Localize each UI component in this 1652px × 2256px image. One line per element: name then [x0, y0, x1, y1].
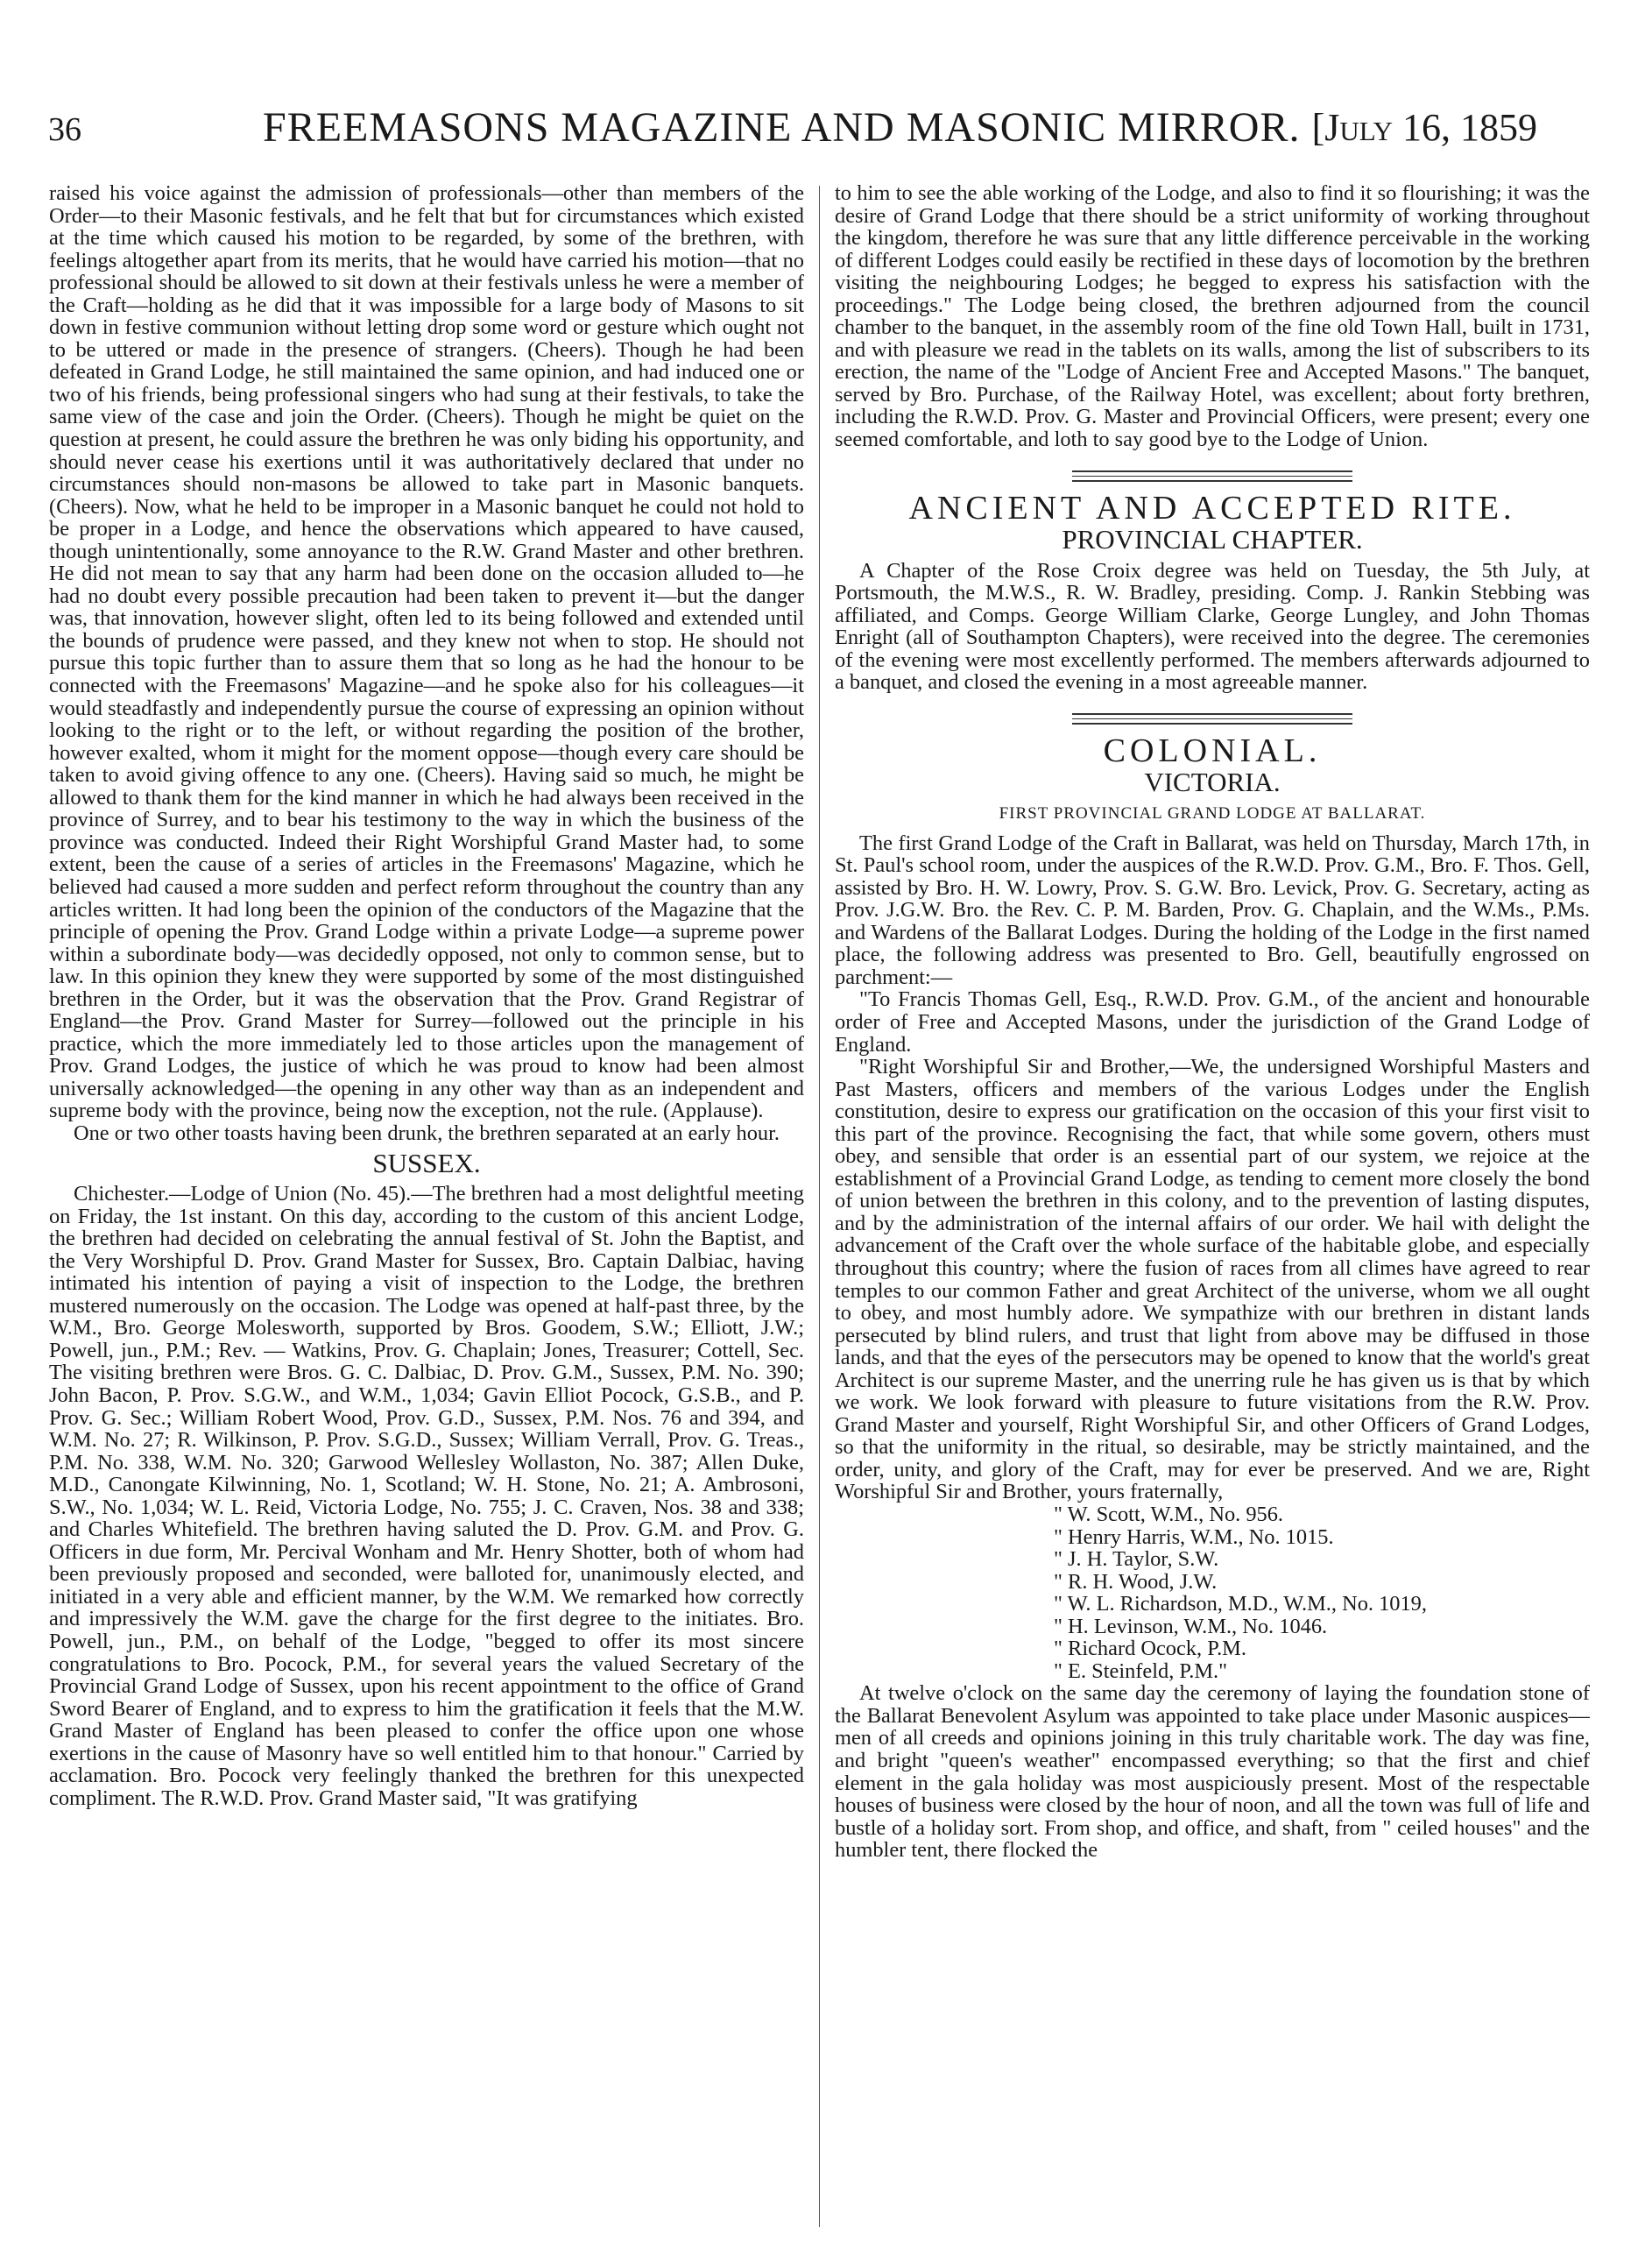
left-column — [49, 182, 804, 2241]
left-paragraph-1: raised his voice against the admission of professionals—other than members of the Order—to their Masonic festivals, and he felt that but for circumstances which existed at the time which caused his motion to be regarded, by some of the brethren, with feelings altogether apart from its merits, that he would have carried his motion—that no professional should be allowed to sit down at their festivals unless he were a member of the Craft—holding as he did that it was impossible for a large body of Masons to sit down in festive communion without letting drop some word or gesture which ought not to be uttered or made in the presence of strangers. (Cheers). Though he had been defeated in Grand Lodge, he still maintained the same opinion, and had induced one or two of his friends, being professional singers who had sung at their festivals, to take the same view of the case and join the Order. (Cheers). Though he might be quiet on the question at present, he could assure the brethren he was only biding his opportunity, and should never cease his exertions until it was authoritatively declared that under no circumstances should non-masons be allowed to take part in Masonic banquets. (Cheers). Now, what he held to be improper in a Masonic banquet he could not hold to be proper in a Lodge, and hence the observations which appeared to have caused, though unintentionally, some annoyance to the R.W. Grand Master and other brethren. He did not mean to say that any harm had been done on the occasion alluded to—he had no doubt every possible precaution had been taken to prevent it—but the danger was, that innovation, however slight, often led to its being followed and extended until the bounds of prudence were passed, and they knew not when to stop. He should not pursue this topic further than to assure them that so long as he had the honour to be connected with the Freemasons' Magazine—and he spoke also for his colleagues—it would steadfastly and independently pursue the course of expressing an opinion without looking to the right or to the left, or without regarding the position of the brother, however exalted, whom it might for the moment oppose—though every care should be taken to avoid giving offence to any one. (Cheers). Having said so much, he might be allowed to thank them for the kind manner in which he had always been received in the province of Surrey, and to bear his testimony to the way in which the business of the province was conducted. Indeed their Right Worshipful Grand Master had, to some extent, been the cause of a series of articles in the Freemasons' Magazine, which he believed had caused a more sudden and perfect reform throughout the country than any articles written. It had long been the opinion of the conductors of the Magazine that the principle of opening the Prov. Grand Lodge within a private Lodge—a supreme power within a subordinate body—was decidedly opposed, not only to common sense, but to law. In this opinion they knew they were supported by some of the most distinguished brethren in the Order, but it was the observation that the Prov. Grand Registrar of England—the Prov. Grand Master for Surrey—followed out the principle in his practice, which the more immediately led to those articles upon the management of Prov. Grand Lodges, the justice of which he was proud to know had been almost universally acknowledged—the opening in any other way than as an independent and supreme body with the province, being now the exception, not the rule. (Applause). — [49, 182, 804, 1123]
subsection-title-victoria: VICTORIA. — [1144, 767, 1281, 798]
subsection-title-chapter: PROVINCIAL CHAPTER. — [1062, 524, 1363, 555]
signature-line: " J. H. Taylor, S.W. — [1054, 1547, 1219, 1572]
right-paragraph-1: to him to see the able working of the Lodge, and also to find it so flourishing; it was the desire of Grand Lodge that there should be a strict uniformity of working throughout the kingdom, therefore he was sure that any little difference perceivable in the working of different Lodges could easily be rectified in these days of locomotion by the brethren visiting the neighbouring Lodges; he begged to express his satisfaction with the proceedings." The Lodge being closed, the brethren adjourned from the council chamber to the banquet, in the assembly room of the fine old Town Hall, built in 1731, and with pleasure we read in the tablets on its walls, among the list of subscribers to its erection, the name of the "Lodge of Ancient Free and Accepted Masons." The banquet, served by Bro. Purchase, of the Railway Hotel, was excellent; about forty brethren, including the R.W.D. Prov. G. Master and Provincial Officers, were present; every one seemed comfortable, and loth to say good bye to the Lodge of Union. — [835, 182, 1590, 452]
section-title-rite: ANCIENT AND ACCEPTED RITE. — [908, 489, 1516, 527]
left-paragraph-3: Chichester.—Lodge of Union (No. 45).—The brethren had a most delightful meeting on Friday, the 1st instant. On this day, according to the custom of this ancient Lodge, the brethren had decided on celebrating the annual festival of St. John the Baptist, and the Very Worshipful D. Prov. Grand Master for Sussex, Bro. Captain Dalbiac, having intimated his intention of paying a visit of inspection to the Lodge, the brethren mustered numerously on the occasion. The Lodge was opened at half-past three, by the W.M., Bro. George Molesworth, supported by Bros. Goodem, S.W.; Elliott, J.W.; Powell, jun., P.M.; Rev. — Watkins, Prov. G. Chaplain; Jones, Treasurer; Cottell, Sec. The visiting brethren were Bros. G. C. Dalbiac, D. Prov. G.M., Sussex, P.M. No. 390; John Bacon, P. Prov. S.G.W., and W.M., 1,034; Gavin Elliot Pocock, G.S.B., and P. Prov. G. Sec.; William Robert Wood, Prov. G.D., Sussex, P.M. Nos. 76 and 394, and W.M. No. 27; R. Wilkinson, P. Prov. S.G.D., Sussex; William Verrall, Prov. G. Treas., P.M. No. 338, W.M. No. 320; Garwood Wellesley Wollaston, No. 387; Allen Duke, M.D., Canongate Kilwinning, No. 1, Scotland; W. H. Stone, No. 21; A. Ambrosoni, S.W., No. 1,034; W. L. Reid, Victoria Lodge, No. 755; J. C. Craven, Nos. 38 and 338; and Charles Whitefield. The brethren having saluted the D. Prov. G.M. and Prov. G. Officers in due form, Mr. Percival Wonham and Mr. Henry Shotter, both of whom had been previously proposed and seconded, were balloted for, unanimously elected, and initiated in a very able and efficient manner, by the W.M. We remarked how correctly and impressively the W.M. gave the charge for the first degree to the initiates. Bro. Powell, jun., P.M., on behalf of the Lodge, "begged to offer its most sincere congratulations to Bro. Pocock, P.M., for several years the valued Secretary of the Provincial Grand Lodge of Sussex, upon his recent appointment to the office of Grand Sword Bearer of England, and to express to him the gratification it feels that the M.W. Grand Master of England has been pleased to confer the office upon one whose exertions in the cause of Masonry have so well entitled him to that honour." Carried by acclamation. Bro. Pocock very feelingly thanked the brethren for this unexpected compliment. The R.W.D. Prov. Grand Master said, "It was gratifying — [49, 1182, 804, 1810]
right-paragraph-4: "To Francis Thomas Gell, Esq., R.W.D. Prov. G.M., of the ancient and honourable order of Free and Accepted Masons, under the jurisdiction of the Grand Lodge of England. — [835, 987, 1590, 1057]
page-header — [48, 103, 1537, 156]
issue-date: [July 16, 1859 — [1311, 106, 1537, 149]
right-paragraph-2: A Chapter of the Rose Croix degree was held on Tuesday, the 5th July, at Portsmouth, the M.W.S., R. W. Bradley, presiding. Comp. J. Rankin Stebbing was affiliated, and Comps. George William Clarke, George Lungley, and John Thomas Enright (all of Southampton Chapters), were received into the degree. The ceremonies of the evening were most excellently performed. The members afterwards adjourned to a banquet, and closed the evening in a most agreeable manner. — [835, 558, 1590, 695]
left-paragraph-2: One or two other toasts having been drunk, the brethren separated at an early hour. — [74, 1121, 780, 1145]
signature-line: " H. Levinson, W.M., No. 1046. — [1054, 1614, 1328, 1638]
page-number: 36 — [48, 111, 81, 148]
signature-line: " R. H. Wood, J.W. — [1054, 1569, 1218, 1594]
section-title-colonial: COLONIAL. — [1103, 732, 1322, 769]
signature-line: " E. Steinfeld, P.M." — [1054, 1658, 1228, 1683]
section-title-sussex: SUSSEX. — [372, 1147, 481, 1178]
subsection-title-ballarat: FIRST PROVINCIAL GRAND LODGE AT BALLARAT. — [999, 804, 1426, 824]
right-paragraph-6: At twelve o'clock on the same day the ceremony of laying the foundation stone of the Ballarat Benevolent Asylum was appointed to take place under Masonic auspices—men of all creeds and opinions joining in this truly charitable work. The day was fine, and bright "queen's weather" encompassed everything; so that the first and chief element in the gala holiday was most auspiciously present. Most of the respectable houses of business were closed by the hour of noon, and all the town was full of life and bustle of a holiday sort. From shop, and office, and shaft, from " ceiled houses" and the humbler tent, there flocked the — [835, 1681, 1590, 1863]
section-separator — [1072, 470, 1352, 482]
right-paragraph-3: The first Grand Lodge of the Craft in Ballarat, was held on Thursday, March 17th, in St. Paul's school room, under the auspices of the R.W.D. Prov. G.M., Bro. F. Thos. Gell, assisted by Bro. H. W. Lowry, Prov. S. G.W. Bro. Levick, Prov. G. Secretary, acting as Prov. J.G.W. Bro. the Rev. C. P. M. Barden, Prov. G. Chaplain, and the W.Ms., P.Ms. and Wardens of the Ballarat Lodges. During the holding of the Lodge in the first named place, the following address was presented to Bro. Gell, beautifully engrossed on parchment:— — [835, 831, 1590, 989]
column-divider — [819, 186, 820, 2227]
signature-line: " Richard Ocock, P.M. — [1054, 1637, 1246, 1661]
masthead: FREEMASONS MAGAZINE AND MASONIC MIRROR. — [263, 104, 1301, 151]
right-paragraph-5: "Right Worshipful Sir and Brother,—We, the undersigned Worshipful Masters and Past Masters, officers and members of the various Lodges under the English constitution, desire to express our gratification on the occasion of this your first visit to this part of the province. Recognising the fact, that while some govern, others must obey, and sensible that order is an essential part of our system, we rejoice at the establishment of a Provincial Grand Lodge, as tending to cement more closely the bond of union between the brethren in this colony, and to the prevention of lasting disputes, and by the administration of the internal affairs of our order. We hail with delight the advancement of the Craft over the whole surface of the habitable globe, and especially throughout this country; where the fusion of races from all climes have agreed to rear temples to our common Father and great Architect of the universe, whom we all ought to obey, and most humbly adore. We sympathize with our brethren in distant lands persecuted by blind rulers, and trust that light from above may be diffused in those lands, and that the eyes of the persecutors may be opened to know that the world's great Architect is our supreme Master, and the unerring rule he has given us is that by which we work. We look forward with pleasure to future visitations from the R.W. Prov. Grand Master and yourself, Right Worshipful Sir, and other Officers of Grand Lodges, so that the uniformity in the ritual, so desirable, may be strictly maintained, and the order, unity, and glory of the Craft, may for ever be preserved. And we are, Right Worshipful Sir and Brother, yours fraternally, — [835, 1055, 1590, 1504]
right-column — [835, 182, 1590, 2241]
signature-line: " W. L. Richardson, M.D., W.M., No. 1019, — [1054, 1592, 1427, 1616]
signature-line: " W. Scott, W.M., No. 956. — [1054, 1502, 1284, 1526]
section-separator — [1072, 713, 1352, 725]
signature-line: " Henry Harris, W.M., No. 1015. — [1054, 1524, 1334, 1549]
